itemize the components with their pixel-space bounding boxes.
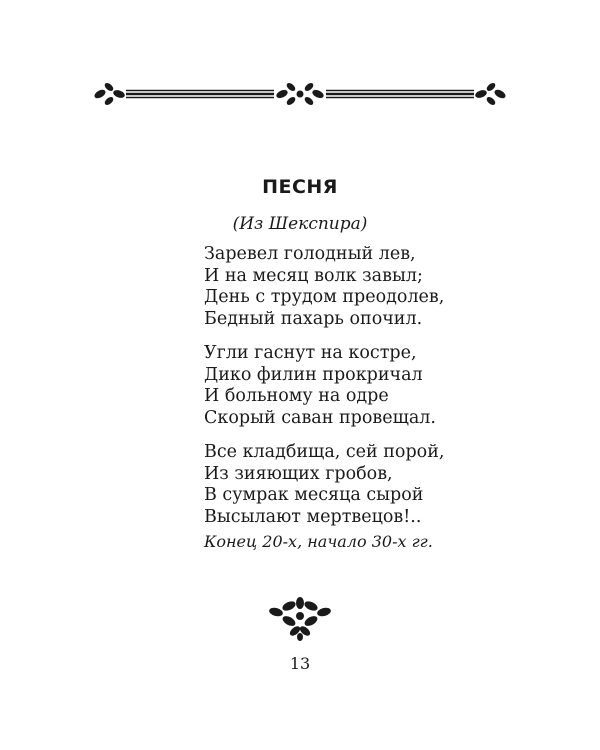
stanza-1	[204, 244, 524, 330]
poem-line: Высылают мертвецов!..	[204, 506, 422, 527]
poem-line: И на месяц волк завыл;	[204, 265, 423, 286]
poem-body	[204, 244, 524, 541]
poem-line: Дико филин прокричал	[204, 364, 423, 385]
poem-line: Угли гаснут на костре,	[204, 343, 417, 363]
floral-rule-icon	[92, 74, 508, 114]
poem-dateline: Конец 20-х, начало 30-х гг.	[204, 532, 433, 551]
poem-title: ПЕСНЯ	[262, 176, 338, 198]
poem-line: Из зияющих гробов,	[204, 463, 393, 484]
poem-line: Все кладбища, сей порой,	[204, 442, 445, 462]
stanza-3	[204, 442, 524, 528]
page-number: 13	[289, 654, 311, 673]
poem-line: Бедный пахарь опочил.	[204, 308, 423, 329]
poem-subtitle: (Из Шекспира)	[232, 214, 368, 234]
leaf-cluster-left-icon	[93, 81, 126, 106]
poem-line: Заревел голодный лев,	[204, 244, 416, 264]
stanza-2	[204, 343, 524, 429]
poem-line: День с трудом преодолев,	[204, 287, 445, 307]
poem-line: Скорый саван провещал.	[204, 407, 436, 428]
leaf-cluster-right-icon	[474, 81, 507, 106]
poem-line: В сумрак месяца сырой	[204, 485, 424, 505]
poem-line: И больному на одре	[204, 386, 389, 406]
floral-vignette-icon	[267, 596, 333, 642]
leaf-cluster-center-icon	[275, 81, 325, 106]
